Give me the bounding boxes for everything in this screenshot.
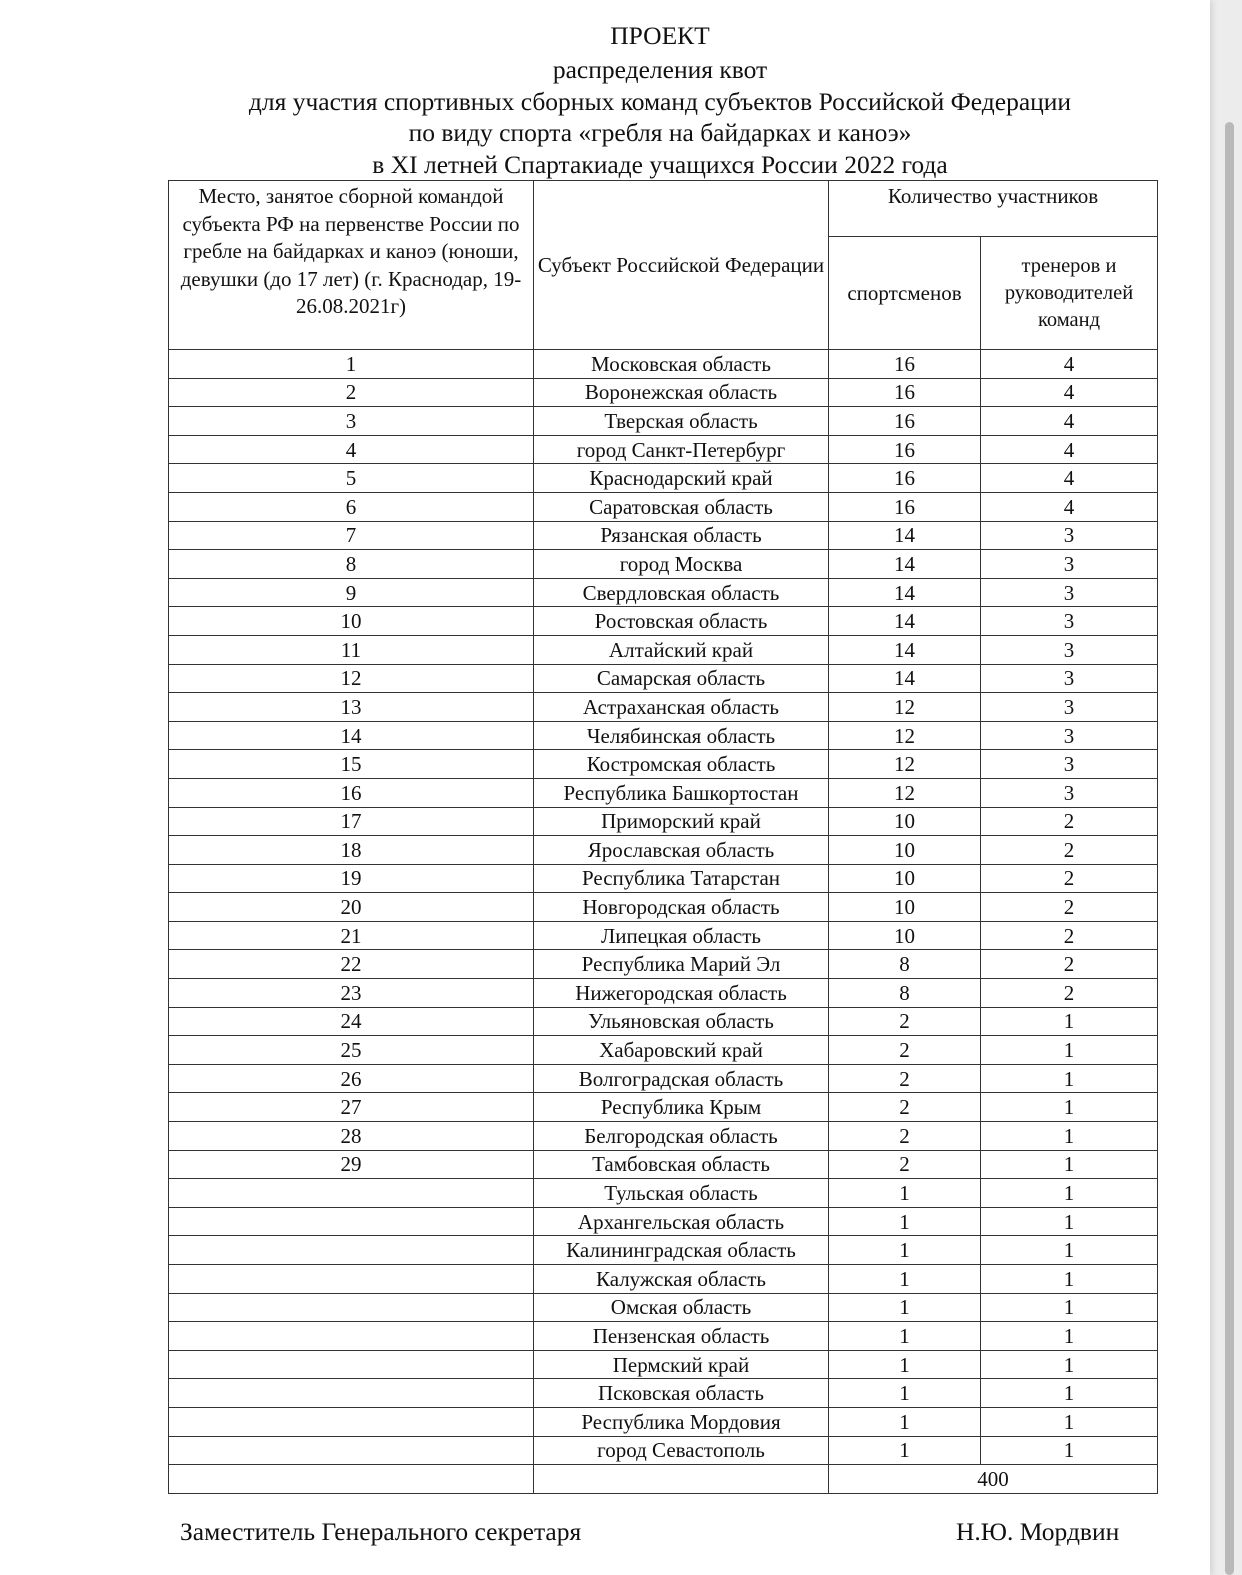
coaches-cell: 4 — [981, 464, 1158, 493]
subject-cell: Тамбовская область — [534, 1150, 829, 1179]
place-cell — [169, 1436, 534, 1465]
coaches-cell: 3 — [981, 578, 1158, 607]
place-cell: 6 — [169, 492, 534, 521]
athletes-cell: 16 — [829, 378, 981, 407]
place-cell — [169, 1236, 534, 1265]
subject-cell: Республика Башкортостан — [534, 778, 829, 807]
athletes-cell: 14 — [829, 578, 981, 607]
table-row — [169, 1350, 1158, 1379]
total-value: 400 — [829, 1465, 1158, 1494]
coaches-cell: 1 — [981, 1407, 1158, 1436]
table-row — [169, 750, 1158, 779]
coaches-cell: 1 — [981, 1150, 1158, 1179]
coaches-cell: 2 — [981, 807, 1158, 836]
athletes-cell: 8 — [829, 979, 981, 1008]
table-row — [169, 1207, 1158, 1236]
place-cell: 26 — [169, 1064, 534, 1093]
place-cell: 13 — [169, 693, 534, 722]
subject-cell: Калининградская область — [534, 1236, 829, 1265]
place-cell — [169, 1293, 534, 1322]
place-cell — [169, 1265, 534, 1294]
athletes-cell: 12 — [829, 750, 981, 779]
place-cell — [169, 1179, 534, 1208]
table-row — [169, 435, 1158, 464]
subject-cell: Костромская область — [534, 750, 829, 779]
total-place-cell — [169, 1465, 534, 1494]
athletes-cell: 1 — [829, 1379, 981, 1408]
athletes-cell: 16 — [829, 492, 981, 521]
place-cell: 7 — [169, 521, 534, 550]
table-row — [169, 1293, 1158, 1322]
athletes-cell: 14 — [829, 521, 981, 550]
table-row — [169, 1007, 1158, 1036]
coaches-cell: 2 — [981, 836, 1158, 865]
place-cell: 16 — [169, 778, 534, 807]
athletes-cell: 1 — [829, 1207, 981, 1236]
subject-cell: Рязанская область — [534, 521, 829, 550]
athletes-cell: 1 — [829, 1350, 981, 1379]
coaches-cell: 3 — [981, 550, 1158, 579]
place-cell — [169, 1407, 534, 1436]
column-header-subject: Субъект Российской Федерации — [534, 181, 829, 350]
document-subtitle-line: в XI летней Спартакиаде учащихся России 2022 года — [372, 150, 948, 179]
athletes-cell: 14 — [829, 607, 981, 636]
athletes-cell: 1 — [829, 1293, 981, 1322]
athletes-cell: 12 — [829, 693, 981, 722]
table-row — [169, 778, 1158, 807]
athletes-cell: 14 — [829, 664, 981, 693]
place-cell — [169, 1379, 534, 1408]
athletes-cell: 2 — [829, 1064, 981, 1093]
athletes-cell: 10 — [829, 864, 981, 893]
subject-cell: город Севастополь — [534, 1436, 829, 1465]
coaches-cell: 2 — [981, 979, 1158, 1008]
athletes-cell: 16 — [829, 435, 981, 464]
athletes-cell: 1 — [829, 1436, 981, 1465]
table-row — [169, 1150, 1158, 1179]
subject-cell: Тульская область — [534, 1179, 829, 1208]
table-row — [169, 1179, 1158, 1208]
place-cell: 20 — [169, 893, 534, 922]
document-title: ПРОЕКТ — [610, 21, 710, 50]
place-cell: 8 — [169, 550, 534, 579]
table-row — [169, 1093, 1158, 1122]
place-cell: 9 — [169, 578, 534, 607]
table-row — [169, 464, 1158, 493]
table-row — [169, 807, 1158, 836]
table-row — [169, 350, 1158, 379]
subject-cell: Воронежская область — [534, 378, 829, 407]
table-row — [169, 521, 1158, 550]
coaches-cell: 1 — [981, 1293, 1158, 1322]
coaches-cell: 2 — [981, 893, 1158, 922]
column-header-quantity: Количество участников — [829, 181, 1158, 237]
table-row — [169, 578, 1158, 607]
table-row — [169, 492, 1158, 521]
place-cell: 27 — [169, 1093, 534, 1122]
coaches-cell: 1 — [981, 1265, 1158, 1294]
table-row — [169, 836, 1158, 865]
table-row — [169, 1122, 1158, 1151]
coaches-cell: 2 — [981, 950, 1158, 979]
place-cell: 12 — [169, 664, 534, 693]
athletes-cell: 14 — [829, 635, 981, 664]
athletes-cell: 2 — [829, 1150, 981, 1179]
subject-cell: Саратовская область — [534, 492, 829, 521]
table-row — [169, 1322, 1158, 1351]
coaches-cell: 4 — [981, 492, 1158, 521]
place-cell: 15 — [169, 750, 534, 779]
table-row — [169, 1036, 1158, 1065]
place-cell: 5 — [169, 464, 534, 493]
coaches-cell: 1 — [981, 1379, 1158, 1408]
place-cell: 1 — [169, 350, 534, 379]
coaches-cell: 1 — [981, 1093, 1158, 1122]
column-header-place: Место, занятое сборной командой субъекта РФ на первенстве России по гребле на байдарках и каноэ (юноши, девушки (до 17 лет) (г. Краснодар, 19-26.08.2021г) — [169, 181, 534, 350]
table-row — [169, 1407, 1158, 1436]
signatory-position: Заместитель Генерального секретаря — [180, 1517, 582, 1546]
subject-cell: Московская область — [534, 350, 829, 379]
coaches-cell: 3 — [981, 607, 1158, 636]
table-row — [169, 407, 1158, 436]
athletes-cell: 10 — [829, 893, 981, 922]
athletes-cell: 1 — [829, 1322, 981, 1351]
subject-cell: Республика Крым — [534, 1093, 829, 1122]
coaches-cell: 3 — [981, 693, 1158, 722]
coaches-cell: 3 — [981, 635, 1158, 664]
table-row — [169, 378, 1158, 407]
athletes-cell: 10 — [829, 807, 981, 836]
table-row — [169, 607, 1158, 636]
subject-cell: Республика Марий Эл — [534, 950, 829, 979]
place-cell: 23 — [169, 979, 534, 1008]
coaches-cell: 4 — [981, 378, 1158, 407]
athletes-cell: 16 — [829, 407, 981, 436]
table-row — [169, 550, 1158, 579]
coaches-cell: 1 — [981, 1122, 1158, 1151]
total-subject-cell — [534, 1465, 829, 1494]
athletes-cell: 12 — [829, 721, 981, 750]
subject-cell: Свердловская область — [534, 578, 829, 607]
table-body — [169, 350, 1158, 1465]
place-cell — [169, 1322, 534, 1351]
table-row — [169, 921, 1158, 950]
subject-cell: Пензенская область — [534, 1322, 829, 1351]
coaches-cell: 4 — [981, 435, 1158, 464]
coaches-cell: 1 — [981, 1036, 1158, 1065]
coaches-cell: 3 — [981, 778, 1158, 807]
subject-cell: Новгородская область — [534, 893, 829, 922]
signatory-name: Н.Ю. Мордвин — [956, 1517, 1120, 1546]
coaches-cell: 1 — [981, 1436, 1158, 1465]
athletes-cell: 10 — [829, 836, 981, 865]
coaches-cell: 1 — [981, 1322, 1158, 1351]
total-row — [169, 1465, 1158, 1494]
athletes-cell: 10 — [829, 921, 981, 950]
place-cell: 21 — [169, 921, 534, 950]
coaches-cell: 2 — [981, 921, 1158, 950]
place-cell: 25 — [169, 1036, 534, 1065]
column-header-athletes: спортсменов — [829, 237, 981, 350]
athletes-cell: 2 — [829, 1093, 981, 1122]
place-cell: 4 — [169, 435, 534, 464]
document-subtitle-line: для участия спортивных сборных команд субъектов Российской Федерации — [248, 87, 1072, 116]
place-cell: 17 — [169, 807, 534, 836]
document-subtitle-line: по виду спорта «гребля на байдарках и каноэ» — [408, 118, 912, 147]
coaches-cell: 3 — [981, 750, 1158, 779]
subject-cell: Нижегородская область — [534, 979, 829, 1008]
place-cell — [169, 1207, 534, 1236]
coaches-cell: 3 — [981, 721, 1158, 750]
table-row — [169, 721, 1158, 750]
table-row — [169, 664, 1158, 693]
coaches-cell: 1 — [981, 1350, 1158, 1379]
subject-cell: Тверская область — [534, 407, 829, 436]
athletes-cell: 2 — [829, 1122, 981, 1151]
coaches-cell: 2 — [981, 864, 1158, 893]
place-cell: 3 — [169, 407, 534, 436]
place-cell: 14 — [169, 721, 534, 750]
table-header — [169, 181, 1158, 350]
subject-cell: Белгородская область — [534, 1122, 829, 1151]
subject-cell: Республика Мордовия — [534, 1407, 829, 1436]
subject-cell: Алтайский край — [534, 635, 829, 664]
subject-cell: Самарская область — [534, 664, 829, 693]
table-row — [169, 693, 1158, 722]
athletes-cell: 2 — [829, 1007, 981, 1036]
coaches-cell: 1 — [981, 1207, 1158, 1236]
subject-cell: Пермский край — [534, 1350, 829, 1379]
athletes-cell: 1 — [829, 1236, 981, 1265]
subject-cell: Приморский край — [534, 807, 829, 836]
document-subtitle: распределения квот — [552, 55, 768, 84]
subject-cell: город Санкт-Петербург — [534, 435, 829, 464]
coaches-cell: 1 — [981, 1179, 1158, 1208]
subject-cell: Калужская область — [534, 1265, 829, 1294]
coaches-cell: 4 — [981, 407, 1158, 436]
place-cell: 24 — [169, 1007, 534, 1036]
place-cell: 11 — [169, 635, 534, 664]
subject-cell: Астраханская область — [534, 693, 829, 722]
subject-cell: Псковская область — [534, 1379, 829, 1408]
coaches-cell: 1 — [981, 1007, 1158, 1036]
table-row — [169, 635, 1158, 664]
subject-cell: Омская область — [534, 1293, 829, 1322]
coaches-cell: 3 — [981, 664, 1158, 693]
subject-cell: город Москва — [534, 550, 829, 579]
place-cell: 10 — [169, 607, 534, 636]
athletes-cell: 16 — [829, 350, 981, 379]
quota-table — [168, 180, 1158, 1494]
subject-cell: Ростовская область — [534, 607, 829, 636]
athletes-cell: 16 — [829, 464, 981, 493]
coaches-cell: 4 — [981, 350, 1158, 379]
table-row — [169, 893, 1158, 922]
subject-cell: Ульяновская область — [534, 1007, 829, 1036]
table-row — [169, 979, 1158, 1008]
table-row — [169, 1236, 1158, 1265]
subject-cell: Республика Татарстан — [534, 864, 829, 893]
coaches-cell: 1 — [981, 1236, 1158, 1265]
athletes-cell: 1 — [829, 1179, 981, 1208]
table-row — [169, 1436, 1158, 1465]
coaches-cell: 1 — [981, 1064, 1158, 1093]
place-cell: 22 — [169, 950, 534, 979]
subject-cell: Липецкая область — [534, 921, 829, 950]
column-header-coaches: тренеров и руководителей команд — [981, 237, 1158, 350]
athletes-cell: 12 — [829, 778, 981, 807]
table-row — [169, 1064, 1158, 1093]
place-cell: 28 — [169, 1122, 534, 1151]
subject-cell: Архангельская область — [534, 1207, 829, 1236]
place-cell: 29 — [169, 1150, 534, 1179]
athletes-cell: 1 — [829, 1407, 981, 1436]
athletes-cell: 8 — [829, 950, 981, 979]
table-row — [169, 950, 1158, 979]
subject-cell: Хабаровский край — [534, 1036, 829, 1065]
place-cell: 2 — [169, 378, 534, 407]
scrollbar[interactable] — [1225, 122, 1234, 1575]
athletes-cell: 14 — [829, 550, 981, 579]
table-row — [169, 864, 1158, 893]
coaches-cell: 3 — [981, 521, 1158, 550]
place-cell: 18 — [169, 836, 534, 865]
table-row — [169, 1265, 1158, 1294]
athletes-cell: 1 — [829, 1265, 981, 1294]
athletes-cell: 2 — [829, 1036, 981, 1065]
table-row — [169, 1379, 1158, 1408]
subject-cell: Волгоградская область — [534, 1064, 829, 1093]
subject-cell: Краснодарский край — [534, 464, 829, 493]
place-cell: 19 — [169, 864, 534, 893]
subject-cell: Челябинская область — [534, 721, 829, 750]
subject-cell: Ярославская область — [534, 836, 829, 865]
place-cell — [169, 1350, 534, 1379]
